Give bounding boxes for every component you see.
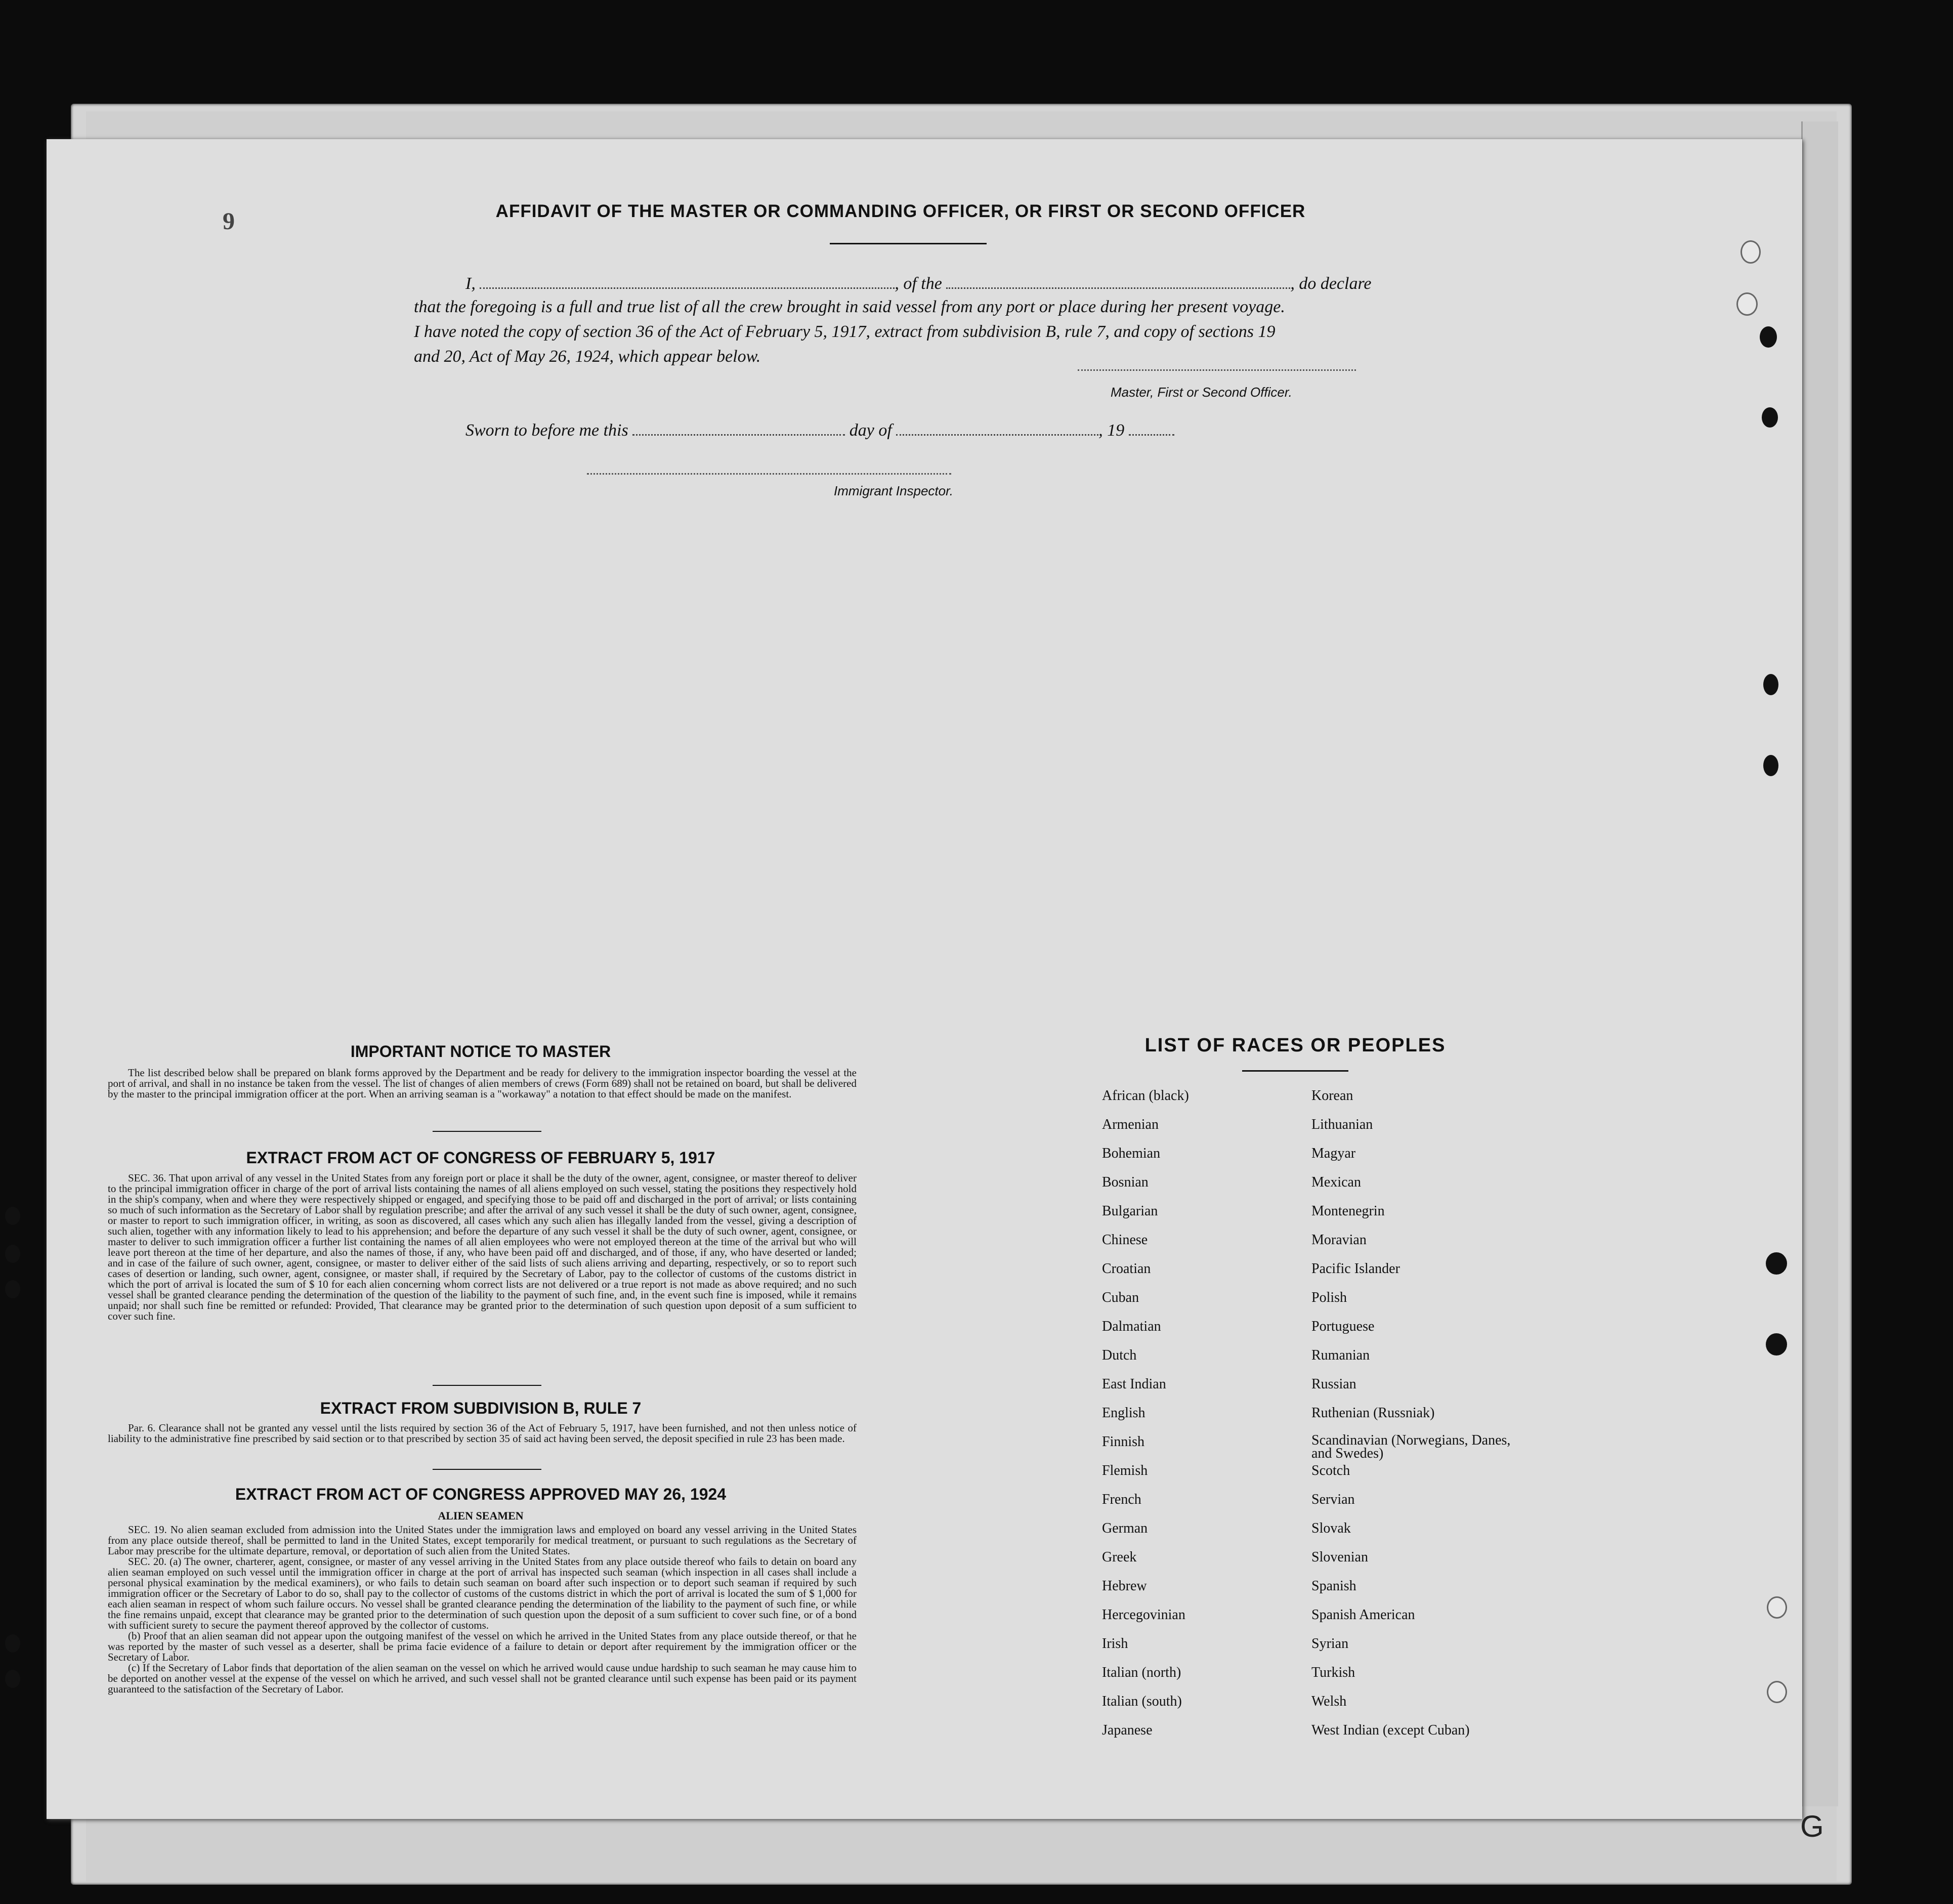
race-item: German [1102, 1520, 1148, 1536]
binder-hole [5, 1245, 20, 1263]
extract-1917-text [108, 1173, 857, 1322]
race-item: Pacific Islander [1311, 1261, 1400, 1277]
race-item: Armenian [1102, 1117, 1159, 1132]
race-item: Slovak [1311, 1520, 1351, 1536]
vessel-name-field[interactable] [946, 273, 1290, 289]
corner-mark: G [1800, 1809, 1824, 1843]
sworn-line [465, 420, 1174, 440]
sec-20b-paragraph: (b) Proof that an alien seaman did not appear upon the outgoing manifest of the vessel on which he arrived in the United States from any place outside thereof, or that he was reported by the master of such vessel as a deserter, shall be prima facie evidence of a failure to detain or deport after requirement by the immigration officer or the Secretary of Labor. [108, 1630, 857, 1663]
affidavit-line-1 [465, 273, 1372, 293]
binder-hole [1763, 674, 1778, 695]
race-item: Japanese [1102, 1722, 1153, 1738]
binder-hole [1767, 1681, 1787, 1703]
race-item: Bosnian [1102, 1174, 1149, 1190]
race-item: Hebrew [1102, 1578, 1147, 1594]
sworn-year-field[interactable] [1129, 420, 1174, 436]
race-item: Moravian [1311, 1232, 1367, 1248]
race-item: Italian (south) [1102, 1694, 1182, 1709]
race-item: Polish [1311, 1290, 1347, 1305]
race-item: Bohemian [1102, 1146, 1161, 1161]
sworn-year-prefix: , 19 [1098, 421, 1125, 440]
declarant-name-field[interactable] [480, 273, 895, 289]
divider [433, 1385, 541, 1386]
affidavit-line-2: that the foregoing is a full and true list of all the crew brought in said vessel from any port or place during her present voyage. [414, 298, 1285, 316]
race-item: Korean [1311, 1088, 1353, 1104]
affidavit-line-4: and 20, Act of May 26, 1924, which appear below. [414, 347, 761, 366]
alien-seamen-subhead: ALIEN SEAMEN [438, 1509, 524, 1522]
race-item: West Indian (except Cuban) [1311, 1722, 1470, 1738]
notice-title: IMPORTANT NOTICE TO MASTER [350, 1042, 611, 1061]
race-item: African (black) [1102, 1088, 1189, 1104]
race-item: Dalmatian [1102, 1319, 1161, 1334]
declarant-prefix: I, [465, 274, 476, 293]
extract-1917-title: EXTRACT FROM ACT OF CONGRESS OF FEBRUARY 5, 1917 [246, 1149, 715, 1167]
divider [433, 1469, 541, 1470]
master-signature-label: Master, First or Second Officer. [1111, 385, 1292, 400]
binder-hole [5, 1634, 20, 1653]
title-rule [830, 243, 987, 244]
races-column-1 [1102, 1088, 1189, 1751]
declare-suffix: , do declare [1290, 274, 1372, 293]
races-title: LIST OF RACES OR PEOPLES [1144, 1035, 1446, 1056]
race-item: Spanish [1311, 1578, 1356, 1594]
vessel-prefix: , of the [895, 274, 942, 293]
race-item: Chinese [1102, 1232, 1148, 1248]
race-item: Greek [1102, 1549, 1137, 1565]
extract-rule7-text [108, 1423, 857, 1444]
binder-hole [5, 1207, 20, 1225]
sworn-day-of: day of [849, 421, 892, 440]
race-item: Finnish [1102, 1434, 1145, 1450]
race-item: Lithuanian [1311, 1117, 1373, 1132]
race-item: Spanish American [1311, 1607, 1415, 1623]
race-item: Montenegrin [1311, 1203, 1385, 1219]
extract-1924-title: EXTRACT FROM ACT OF CONGRESS APPROVED MAY 26, 1924 [235, 1485, 727, 1503]
par-6-paragraph: Par. 6. Clearance shall not be granted any vessel until the lists required by section 36 of the Act of February 5, 1917, have been furnished, and not then unless notice of liability to the administrative fine prescribed by said section or to that prescribed by section 35 of said act having been served, the deposit specified in rule 23 has been made. [108, 1422, 857, 1445]
master-signature-line[interactable] [1078, 369, 1356, 371]
race-item: Scotch [1311, 1463, 1350, 1478]
notice-paragraph: The list described below shall be prepared on blank forms approved by the Department and be ready for delivery to the immigration inspector boarding the vessel at the port of arrival, and shall in no instance be taken from the vessel. The list of changes of alien members of crews (Form 689) shall not be retained on board, but shall be delivered by the master to the principal immigration officer at the port. When an arriving seaman is a "workaway" a notation to that effect should be made on the manifest. [108, 1067, 857, 1100]
race-item: Portuguese [1311, 1319, 1375, 1334]
race-item: Rumanian [1311, 1347, 1370, 1363]
race-item: Magyar [1311, 1146, 1356, 1161]
extract-rule7-title: EXTRACT FROM SUBDIVISION B, RULE 7 [320, 1399, 642, 1417]
race-item: Servian [1311, 1492, 1355, 1507]
sec-20a-paragraph: SEC. 20. (a) The owner, charterer, agent, consignee, or master of any vessel arriving in the United States from any place outside thereof who fails to detain on board any alien seaman employed on such vessel until the immigration officer in charge at the port of arrival has inspected such seaman (which inspection in all cases shall include a personal physical examination by the medical examiners), or who fails to detain such seaman on board after such inspection or to deport such seaman if required by such immigration officer or the Secretary of Labor to do so, shall pay to the collector of customs of the customs district in which the port of arrival is located the sum of $ 1,000 for each alien seaman in respect of whom such failure occurs. No vessel shall be granted clearance pending the determination of the liability to the payment of such fine, or while the fine remains unpaid, except that clearance may be granted prior to the determination of such question upon the deposit of a sum sufficient to cover such fine, or of a bond with sufficient surety to secure the payment thereof approved by the collector of customs. [108, 1555, 857, 1631]
sworn-month-field[interactable] [896, 420, 1098, 436]
race-item: Croatian [1102, 1261, 1151, 1277]
race-item: Ruthenian (Russniak) [1311, 1405, 1435, 1421]
race-item: Welsh [1311, 1694, 1347, 1709]
extract-1924-text [108, 1525, 857, 1695]
race-item: Italian (north) [1102, 1665, 1181, 1680]
race-item: Russian [1311, 1376, 1356, 1392]
binder-hole [1736, 292, 1758, 316]
sec-36-paragraph: SEC. 36. That upon arrival of any vessel in the United States from any foreign port or place it shall be the duty of the owner, agent, consignee, or master thereof to deliver to the principal immigration officer in charge of the port of arrival lists containing the names of all aliens employed on such vessel, stating the positions they respectively hold in the ship's company, when and where they were respectively shipped or engaged, and specifying those to be paid off and discharged in the port of arrival; or lists containing so much of such information as the Secretary of Labor shall by regulation prescribe; and after the arrival of any such vessel it shall be the duty of such owner, agent, consignee, or master to report to such immigration officer, in writing, as soon as discovered, all cases which any such alien has illegally landed from the vessel, giving a description of such alien, together with any information likely to lead to his apprehension; and before the departure of any such vessel it shall be the duty of such owner, agent, consignee, or master to deliver to such immigration officer a further list containing the names of all alien employees who were not employed thereon at the time of the arrival but who will leave port thereon at the time of her departure, and also the names of those, if any, who have been paid off and discharged, and of those, if any, who have deserted or landed; and in case of the failure of such owner, agent, consignee, or master to deliver either of the said lists of such aliens arriving and departing, respectively, or so to report such cases of desertion or landing, such owner, agent, consignee, or master shall, if required by the Secretary of Labor, pay to the collector of customs of the customs district in which the port of arrival is located the sum of $ 10 for each alien concerning whom correct lists are not delivered or a true report is not made as above required; and no such vessel shall be granted clearance pending the determination of the question of the liability to the payment of such fine, and, in the event such fine is imposed, while it remains unpaid; nor shall such fine be remitted or refunded: Provided, That clearance may be granted prior to the determination of such question upon deposit of a sum sufficient to cover such fine. [108, 1172, 857, 1322]
race-item: Flemish [1102, 1463, 1148, 1478]
race-item: Syrian [1311, 1636, 1349, 1652]
races-rule [1242, 1070, 1348, 1072]
binder-hole [1767, 1596, 1787, 1619]
binder-hole [5, 1280, 20, 1298]
binder-hole [1762, 407, 1778, 428]
race-item: Slovenian [1311, 1549, 1368, 1565]
binder-hole [1766, 1252, 1787, 1275]
affidavit-title: AFFIDAVIT OF THE MASTER OR COMMANDING OFFICER, OR FIRST OR SECOND OFFICER [495, 201, 1306, 221]
binder-hole [1740, 240, 1761, 264]
race-item: Dutch [1102, 1347, 1137, 1363]
inspector-label: Immigrant Inspector. [834, 483, 954, 498]
affidavit-line-3: I have noted the copy of section 36 of the Act of February 5, 1917, extract from subdivision B, rule 7, and copy of sections 19 [414, 322, 1276, 341]
race-item: Cuban [1102, 1290, 1139, 1305]
binder-hole [1766, 1333, 1787, 1356]
page-number: 9 [223, 208, 235, 235]
inspector-signature-line[interactable] [587, 473, 951, 475]
page-edge-stack [1801, 121, 1838, 1806]
race-item: English [1102, 1405, 1145, 1421]
binder-hole [5, 1670, 20, 1688]
race-item: Scandinavian (Norwegians, Danes, and Swedes) [1311, 1432, 1511, 1461]
sec-20c-paragraph: (c) If the Secretary of Labor finds that deportation of the alien seaman on the vessel on which he arrived would cause undue hardship to such seaman he may cause him to be deported on another vessel at the expense of the vessel on which he arrived, and such vessel shall not be granted clearance until such expense has been paid or its payment guaranteed to the satisfaction of the Secretary of Labor. [108, 1662, 857, 1695]
races-column-2 [1311, 1088, 1514, 1751]
race-item: Irish [1102, 1636, 1128, 1652]
sec-19-paragraph: SEC. 19. No alien seaman excluded from admission into the United States under the immigration laws and employed on board any vessel arriving in the United States from any place outside thereof, shall be permitted to land in the United States, except temporarily for medical treatment, or pursuant to such regulations as the Secretary of Labor may prescribe for the ultimate departure, removal, or deportation of such alien from the United States. [108, 1524, 857, 1557]
race-item: French [1102, 1492, 1141, 1507]
race-item: Mexican [1311, 1174, 1361, 1190]
binder-hole [1763, 755, 1778, 776]
notice-text [108, 1068, 857, 1099]
binder-hole [1760, 326, 1777, 348]
sworn-prefix: Sworn to before me this [465, 421, 628, 440]
race-item: Hercegovinian [1102, 1607, 1185, 1623]
race-item: East Indian [1102, 1376, 1166, 1392]
divider [433, 1131, 541, 1132]
sworn-day-field[interactable] [632, 420, 845, 436]
race-item: Bulgarian [1102, 1203, 1158, 1219]
race-item: Turkish [1311, 1665, 1355, 1680]
